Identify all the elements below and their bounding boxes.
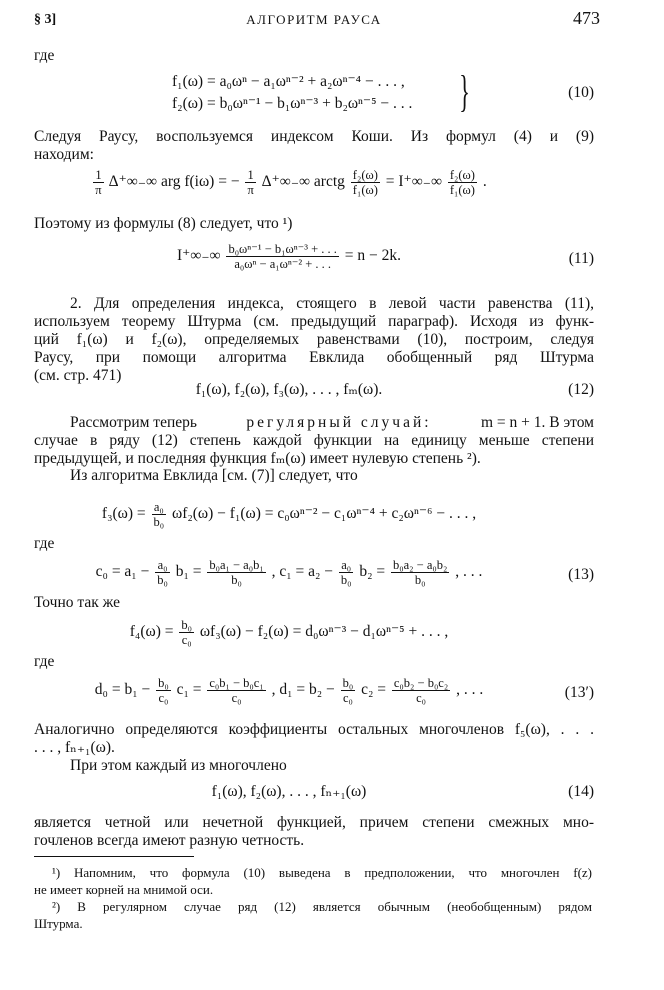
running-title: АЛГОРИТМ РАУСА: [246, 12, 382, 27]
fraction-f2-over-f1-2: $\frac{\text{f₂(ω)}}{\text{f₁(ω)}}$: [449, 168, 475, 197]
fraction-f2-over-f1: $\frac{\text{f₂(ω)}}{\text{f₁(ω)}}$: [352, 168, 378, 197]
page-number: 473: [573, 8, 600, 28]
fraction-a0-over-b0: $\frac{\text{a₀}}{\text{b₀}}$: [153, 500, 165, 529]
equation-11: [34, 240, 594, 276]
footnote-1-line-2: не имеет корней на мнимой оси.: [34, 882, 214, 897]
paragraph-2-line-5: (см. стр. 471): [34, 367, 122, 384]
paragraph-3-line-3: предыдущей, и последняя функция fₘ(ω) имеет нулевую степень ²).: [34, 450, 481, 467]
paragraph-2-line-2: используем теорему Штурма (см. предыдущий параграф). Исходя из функ-: [34, 313, 594, 330]
equation-number-13-prime: (13′): [564, 684, 594, 701]
equation-13-prime: d₀ = b₁ − $\frac{\text{b₀}}{\text{c₀}}$ c₁ = $\frac{\text{c₀b₁ − b₀c₁}}{\text{c₀}}$ , d₁ = b₂ − $\frac{\text{b₀}}{\text{c₀}}$ c₂ = $\frac{\text{c₀b₂ − b₀c₂}}{\text{c₀}}$ , . . . (13′): [94, 676, 594, 705]
section-marker: § 3]: [34, 12, 57, 27]
equation-number-12: (12): [568, 381, 594, 398]
equation-10-line-2: f₂(ω) = b₀ωⁿ⁻¹ − b₁ωⁿ⁻³ + b₂ωⁿ⁻⁵ − . . .: [172, 95, 413, 112]
fraction-one-over-pi-2: $\frac{1}{\pi}$: [247, 168, 254, 197]
equation-number-10: (10): [568, 84, 594, 101]
paragraph-2-line-1: 2. Для определения индекса, стоящего в левой части равенства (11),: [70, 295, 594, 312]
paragraph-2-line-4: Раусу, при помощи алгоритма Евклида обобщенный ряд Штурма: [34, 349, 594, 366]
fraction-c0: $\frac{\text{b₀a₁ − a₀b₁}}{\text{b₀}}$: [209, 558, 264, 587]
spaced-emphasis: регулярный случай:: [246, 414, 432, 431]
equation-number-11: (11): [568, 250, 594, 267]
paragraph-rauss-line-2: находим:: [34, 146, 94, 163]
text-where-1: где: [34, 47, 55, 64]
footnote-1-line-1: ¹) Напомним, что формула (10) выведена в предположении, что многочлен f(z): [52, 865, 592, 880]
paragraph-5-line-2: . . . , fₙ₊₁(ω).: [34, 739, 115, 756]
right-brace: }: [459, 67, 470, 116]
cauchy-left: Δ⁺∞₋∞ arg f(iω) = −: [108, 173, 240, 191]
index-symbol: I⁺∞₋∞: [176, 247, 221, 265]
paragraph-7-line-1: является четной или нечетной функцией, причем степени смежных мно-: [34, 814, 594, 831]
footnote-2-line-1: ²) В регулярном случае ряд (12) является обычным (необобщенным) рядом: [52, 899, 592, 914]
paragraph-3-line-2: случае в ряду (12) степень каждой функции на единицу меньше степени: [34, 432, 594, 449]
cauchy-index: = I⁺∞₋∞: [385, 173, 442, 191]
equation-10: [34, 67, 594, 116]
paragraph-3-line-1: Рассмотрим теперь регулярный случай: m = n + 1. В этом: [70, 414, 594, 431]
cauchy-arctg: Δ⁺∞₋∞ arctg: [261, 173, 345, 191]
fraction-c1: $\frac{\text{b₀a₂ − a₀b₂}}{\text{b₀}}$: [393, 558, 448, 587]
paragraph-rauss-line-1: Следуя Раусу, воспользуемся индексом Коши. Из формул (4) и (9): [34, 128, 594, 145]
paragraph-therefore: Поэтому из формулы (8) следует, что ¹): [34, 215, 293, 232]
paragraph-2-line-3: ций f₁(ω) и f₂(ω), определяемых равенствами (10), построим, следуя: [34, 331, 594, 348]
paragraph-4: Из алгоритма Евклида [см. (7)] следует, что: [70, 467, 358, 484]
text-where-3: где: [34, 653, 55, 670]
equation-number-14: (14): [568, 783, 594, 800]
book-page: § 3] АЛГОРИТМ РАУСА 473 где f₁(ω) = a₀ωⁿ − a₁ωⁿ⁻² + a₂ωⁿ⁻⁴ − . . . , f₂(ω) = b₀ωⁿ⁻¹ − b₁ωⁿ⁻³ + b₂ωⁿ⁻⁵ − . . . } (10) Следуя Раусу, воспользуемся индексом Коши. Из формул (4) и (9) находим: $\frac{1}{\pi}$ Δ⁺∞₋∞ arg f(iω) = − $\frac{1}{\pi}$ Δ⁺∞₋∞ arctg $\frac{\text{f₂(ω)}}{\text{f₁(ω)}}$ = I⁺∞₋∞ $\frac{\text{f₂(ω)}}{\text{f₁(ω)}}$ . Поэтому из формулы (8) следует, что ¹) I⁺∞₋∞ $\frac{\text{b₀ωⁿ⁻¹ − b₁ωⁿ⁻³ + . . .}}{\text{a₀ωⁿ − a₁ωⁿ⁻² + . . .}}$ = n − 2k. (11) 2. Для определения индекса, стоящего в левой части равенства (11), используем теорему Штурма (см. предыдущий параграф). Исходя из функ- ций f₁(ω) и f₂(ω), определяемых равенствами (10), построим, следуя Раусу, при помощи алгоритма Евклида обобщенный ряд Штурма (см. стр. 471) f₁(ω), f₂(ω), f₃(ω), . . . , fₘ(ω). (12) Рассмотрим теперь регулярный случай: m = n + 1. В этом случае в ряду (12) степень каждой функции на единицу меньше степени предыдущей, и последняя функция fₘ(ω) имеет нулевую степень ²). Из алгоритма Евклида [см. (7)] следует, что f₃(ω) = $\frac{\text{a₀}}{\text{b₀}}$ ωf₂(ω) − f₁(ω) = c₀ωⁿ⁻² − c₁ωⁿ⁻⁴ + c₂ωⁿ⁻⁶ − . . . , где c₀ = a₁ − $\frac{\text{a₀}}{\text{b₀}}$ b₁ = $\frac{\text{b₀a₁ − a₀b₁}}{\text{b₀}}$ , c₁ = a₂ − $\frac{\text{a₀}}{\text{b₀}}$ b₂ = $\frac{\text{b₀a₂ − a₀b₂}}{\text{b₀}}$ , . . . (13) Точно так же f₄(ω) = $\frac{\text{b₀}}{\text{c₀}}$ ωf₃(ω) − f₂(ω) = d₀ωⁿ⁻³ − d₁ωⁿ⁻⁵ + . . . , где d₀ = b₁ − $\frac{\text{b₀}}{\text{c₀}}$ c₁ = $\frac{\text{c₀b₁ − b₀c₁}}{\text{c₀}}$ , d₁ = b₂ − $\frac{\text{b₀}}{\text{c₀}}$ c₂ = $\frac{\text{c₀b₂ − b₀c₂}}{\text{c₀}}$ , . . . (13′) Аналогично определяются коэффициенты остальных многочленов f₅(ω), . . . . . . , fₙ₊₁(ω). При этом каждый из многочлено f₁(ω), f₂(ω), . . . , fₙ₊₁(ω) (14) является четной или нечетной функцией, причем степени смежных мно- гочленов всегда имеют разную четность. ¹) Напомним, что формула (10) выведена в предположении, что многочлен f(z) не имеет корней на мнимой оси. ²) В регулярном случае ряд (12) является обычным (необобщенным) рядом Штурма.: [34, 8, 600, 931]
equation-10-line-1: f₁(ω) = a₀ωⁿ − a₁ωⁿ⁻² + a₂ωⁿ⁻⁴ − . . . ,: [172, 73, 405, 90]
paragraph-6: При этом каждый из многочлено: [70, 757, 287, 774]
fraction-11: $\frac{\text{b₀ωⁿ⁻¹ − b₁ωⁿ⁻³ + . . .}}{\text{a₀ωⁿ − a₁ωⁿ⁻² + . . .}}$: [228, 242, 337, 271]
fraction-b0-over-c0: $\frac{\text{b₀}}{\text{c₀}}$: [181, 618, 192, 647]
equation-cauchy: $\frac{1}{\pi}$ Δ⁺∞₋∞ arg f(iω) = − $\frac{1}{\pi}$ Δ⁺∞₋∞ arctg $\frac{\text{f₂(ω)}}{\text{f₁(ω)}}$ = I⁺∞₋∞ $\frac{\text{f₂(ω)}}{\text{f₁(ω)}}$ .: [95, 168, 487, 197]
equation-13: c₀ = a₁ − $\frac{\text{a₀}}{\text{b₀}}$ b₁ = $\frac{\text{b₀a₁ − a₀b₁}}{\text{b₀}}$ , c₁ = a₂ − $\frac{\text{a₀}}{\text{b₀}}$ b₂ = $\frac{\text{b₀a₂ − a₀b₂}}{\text{b₀}}$ , . . . (13): [95, 558, 594, 587]
text-where-2: где: [34, 535, 55, 552]
equation-f3: f₃(ω) = $\frac{\text{a₀}}{\text{b₀}}$ ωf₂(ω) − f₁(ω) = c₀ωⁿ⁻² − c₁ωⁿ⁻⁴ + c₂ωⁿ⁻⁶ − . . . ,: [101, 500, 477, 529]
fraction-d0: $\frac{\text{c₀b₁ − b₀c₁}}{\text{c₀}}$: [209, 676, 264, 705]
footnote-rule: [34, 856, 194, 857]
running-header: [34, 8, 600, 32]
paragraph-7-line-2: гочленов всегда имеют разную четность.: [34, 832, 305, 849]
footnote-2-line-2: Штурма.: [34, 916, 83, 931]
paragraph-5-line-1: Аналогично определяются коэффициенты остальных многочленов f₅(ω), . . .: [34, 721, 594, 738]
equation-number-13: (13): [568, 566, 594, 583]
equation-11-result: = n − 2k.: [344, 247, 402, 265]
fraction-one-over-pi: $\frac{1}{\pi}$: [95, 168, 102, 197]
equation-f4: f₄(ω) = $\frac{\text{b₀}}{\text{c₀}}$ ωf₃(ω) − f₂(ω) = d₀ωⁿ⁻³ − d₁ωⁿ⁻⁵ + . . . ,: [129, 618, 449, 647]
text-likewise: Точно так же: [34, 594, 120, 611]
fraction-d1: $\frac{\text{c₀b₂ − b₀c₂}}{\text{c₀}}$: [393, 676, 449, 705]
